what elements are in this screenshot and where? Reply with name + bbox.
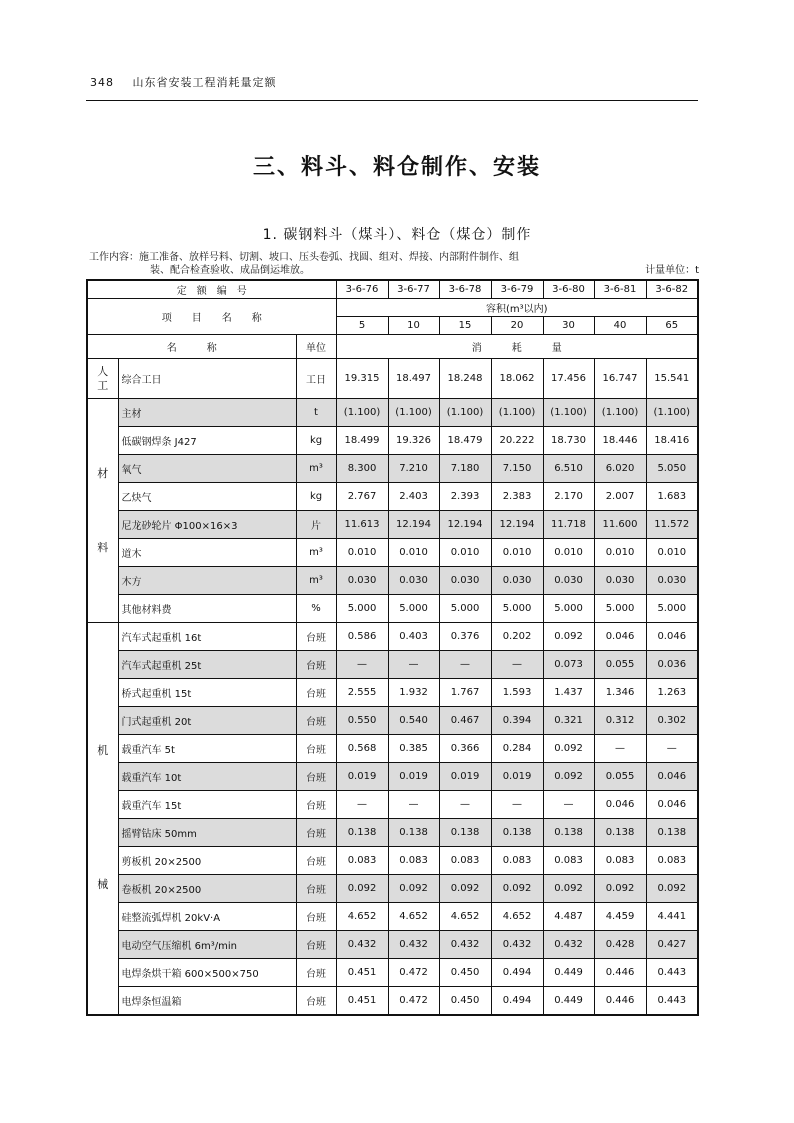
consumption-value: 18.248: [439, 359, 491, 399]
item-unit: 台班: [296, 623, 336, 651]
table-row: [87, 455, 698, 483]
consumption-value: 0.586: [336, 623, 388, 651]
consumption-value: —: [491, 791, 543, 819]
item-name: 桥式起重机 15t: [118, 679, 296, 707]
quota-code: 3-6-76: [336, 280, 388, 299]
consumption-value: 0.030: [439, 567, 491, 595]
consumption-value: 0.046: [646, 763, 698, 791]
table-row: [87, 987, 698, 1015]
consumption-value: 0.568: [336, 735, 388, 763]
table-row: [87, 511, 698, 539]
consumption-value: (1.100): [336, 399, 388, 427]
item-unit: 台班: [296, 679, 336, 707]
consumption-value: 5.000: [543, 595, 594, 623]
capacity-value: 40: [594, 317, 646, 335]
consumption-value: 2.007: [594, 483, 646, 511]
quota-table: [86, 279, 699, 1016]
consumption-value: 18.446: [594, 427, 646, 455]
consumption-value: 4.652: [439, 903, 491, 931]
consumption-value: 18.497: [388, 359, 439, 399]
code-label: 定 额 编 号: [87, 280, 336, 299]
consumption-value: 5.000: [439, 595, 491, 623]
item-unit: 台班: [296, 735, 336, 763]
consumption-label: 消 耗 量: [336, 335, 698, 359]
consumption-value: 2.383: [491, 483, 543, 511]
consumption-value: 0.019: [491, 763, 543, 791]
item-unit: m³: [296, 455, 336, 483]
consumption-value: 18.062: [491, 359, 543, 399]
consumption-value: 0.030: [646, 567, 698, 595]
item-name: 载重汽车 15t: [118, 791, 296, 819]
consumption-value: 0.055: [594, 763, 646, 791]
consumption-value: 0.092: [543, 623, 594, 651]
item-name: 卷板机 20×2500: [118, 875, 296, 903]
consumption-value: 0.550: [336, 707, 388, 735]
consumption-value: 0.494: [491, 959, 543, 987]
item-name: 道木: [118, 539, 296, 567]
item-unit: 台班: [296, 875, 336, 903]
consumption-value: 0.010: [594, 539, 646, 567]
item-name: 门式起重机 20t: [118, 707, 296, 735]
capacity-value: 20: [491, 317, 543, 335]
quota-code: 3-6-78: [439, 280, 491, 299]
consumption-value: 0.092: [646, 875, 698, 903]
table-row: [87, 903, 698, 931]
item-unit: 台班: [296, 651, 336, 679]
consumption-value: 0.083: [594, 847, 646, 875]
consumption-value: 2.767: [336, 483, 388, 511]
item-name: 综合工日: [118, 359, 296, 399]
item-name: 木方: [118, 567, 296, 595]
consumption-value: 0.449: [543, 987, 594, 1015]
consumption-value: 0.446: [594, 959, 646, 987]
consumption-value: 0.010: [646, 539, 698, 567]
item-unit: 台班: [296, 707, 336, 735]
consumption-value: 0.385: [388, 735, 439, 763]
consumption-value: 0.010: [388, 539, 439, 567]
capacity-value: 10: [388, 317, 439, 335]
consumption-value: 0.073: [543, 651, 594, 679]
consumption-value: 11.718: [543, 511, 594, 539]
item-name: 尼龙砂轮片 Φ100×16×3: [118, 511, 296, 539]
consumption-value: 0.036: [646, 651, 698, 679]
consumption-value: 7.180: [439, 455, 491, 483]
category-labor: 人工: [87, 359, 118, 399]
consumption-value: 1.593: [491, 679, 543, 707]
item-unit: 台班: [296, 987, 336, 1015]
consumption-value: 0.432: [336, 931, 388, 959]
consumption-value: 0.472: [388, 959, 439, 987]
consumption-value: 0.092: [439, 875, 491, 903]
item-unit: m³: [296, 567, 336, 595]
consumption-value: (1.100): [491, 399, 543, 427]
category-material: [87, 399, 118, 623]
consumption-value: —: [491, 651, 543, 679]
consumption-value: 0.494: [491, 987, 543, 1015]
consumption-value: 0.010: [439, 539, 491, 567]
consumption-value: —: [439, 791, 491, 819]
consumption-value: 15.541: [646, 359, 698, 399]
subsection-title: 1. 碳钢料斗（煤斗）、料仓（煤仓）制作: [262, 227, 532, 243]
consumption-value: 0.092: [543, 763, 594, 791]
consumption-value: 2.403: [388, 483, 439, 511]
consumption-value: 4.652: [491, 903, 543, 931]
item-unit: m³: [296, 539, 336, 567]
work-content-line2: 装、配合检查验收、成品倒运堆放。: [150, 265, 310, 276]
category-machine-1: 机: [97, 744, 109, 758]
capacity-label: 容积(m³以内): [336, 299, 698, 317]
table-row: [87, 595, 698, 623]
measurement-unit: 计量单位：t: [645, 265, 699, 276]
consumption-value: 0.019: [439, 763, 491, 791]
capacity-label-row: [87, 299, 698, 317]
item-unit: kg: [296, 483, 336, 511]
consumption-value: 2.170: [543, 483, 594, 511]
consumption-value: 0.010: [491, 539, 543, 567]
consumption-value: (1.100): [439, 399, 491, 427]
consumption-value: 18.479: [439, 427, 491, 455]
consumption-value: (1.100): [388, 399, 439, 427]
consumption-value: 18.730: [543, 427, 594, 455]
item-unit: 台班: [296, 791, 336, 819]
consumption-value: 0.376: [439, 623, 491, 651]
consumption-value: 7.150: [491, 455, 543, 483]
name-label: 名 称: [87, 335, 296, 359]
quota-code: 3-6-77: [388, 280, 439, 299]
consumption-value: —: [336, 791, 388, 819]
item-name: 载重汽车 10t: [118, 763, 296, 791]
consumption-value: 6.020: [594, 455, 646, 483]
consumption-value: 8.300: [336, 455, 388, 483]
consumption-value: —: [543, 791, 594, 819]
table-row: [87, 427, 698, 455]
item-unit: 台班: [296, 763, 336, 791]
consumption-value: 18.416: [646, 427, 698, 455]
table-row: [87, 763, 698, 791]
consumption-value: 0.030: [491, 567, 543, 595]
quota-code: 3-6-80: [543, 280, 594, 299]
consumption-value: 0.092: [543, 735, 594, 763]
consumption-value: 0.312: [594, 707, 646, 735]
consumption-value: 0.443: [646, 959, 698, 987]
consumption-value: 0.092: [543, 875, 594, 903]
consumption-value: —: [388, 651, 439, 679]
unit-label: 单位: [296, 335, 336, 359]
consumption-value: 0.540: [388, 707, 439, 735]
category-material-1: 材: [97, 466, 109, 480]
consumption-value: 1.263: [646, 679, 698, 707]
category-material-2: 料: [97, 540, 109, 554]
consumption-value: 0.030: [543, 567, 594, 595]
consumption-value: 0.302: [646, 707, 698, 735]
table-row: [87, 847, 698, 875]
consumption-value: 0.083: [491, 847, 543, 875]
consumption-value: 2.393: [439, 483, 491, 511]
item-name: 摇臂钻床 50mm: [118, 819, 296, 847]
page-number: 348: [90, 76, 114, 89]
item-name: 乙炔气: [118, 483, 296, 511]
consumption-value: 0.083: [439, 847, 491, 875]
table-row: [87, 539, 698, 567]
consumption-value: 0.046: [594, 791, 646, 819]
consumption-value: 0.083: [543, 847, 594, 875]
table-row: [87, 567, 698, 595]
category-machine-2: 械: [97, 878, 109, 892]
consumption-value: 19.326: [388, 427, 439, 455]
consumption-value: 20.222: [491, 427, 543, 455]
consumption-value: 0.019: [336, 763, 388, 791]
consumption-value: 0.284: [491, 735, 543, 763]
work-content-line1: 工作内容：施工准备、放样号料、切割、坡口、压头卷弧、找圆、组对、焊接、内部附件制作、组: [89, 252, 519, 263]
consumption-value: 0.083: [646, 847, 698, 875]
consumption-value: 0.449: [543, 959, 594, 987]
consumption-value: 0.394: [491, 707, 543, 735]
consumption-value: 0.138: [491, 819, 543, 847]
consumption-value: 0.010: [543, 539, 594, 567]
page-header: [90, 74, 277, 90]
consumption-value: 4.652: [388, 903, 439, 931]
header-rule: [86, 100, 698, 101]
consumption-value: 11.572: [646, 511, 698, 539]
quota-code: 3-6-82: [646, 280, 698, 299]
consumption-value: 0.446: [594, 987, 646, 1015]
consumption-value: 0.055: [594, 651, 646, 679]
capacity-value: 65: [646, 317, 698, 335]
consumption-value: 0.403: [388, 623, 439, 651]
category-machine: [87, 623, 118, 1015]
consumption-value: 0.432: [439, 931, 491, 959]
item-name: 电焊条恒温箱: [118, 987, 296, 1015]
consumption-value: 0.030: [336, 567, 388, 595]
consumption-value: 0.030: [594, 567, 646, 595]
consumption-value: 0.443: [646, 987, 698, 1015]
item-name: 氧气: [118, 455, 296, 483]
item-unit: 工日: [296, 359, 336, 399]
item-unit: 台班: [296, 819, 336, 847]
consumption-value: 1.683: [646, 483, 698, 511]
consumption-value: 0.432: [543, 931, 594, 959]
consumption-value: 1.437: [543, 679, 594, 707]
consumption-value: (1.100): [594, 399, 646, 427]
consumption-value: 0.432: [491, 931, 543, 959]
item-name: 硅整流弧焊机 20kV·A: [118, 903, 296, 931]
consumption-value: 5.000: [336, 595, 388, 623]
section-title: 三、料斗、料仓制作、安装: [252, 155, 541, 180]
consumption-value: 12.194: [439, 511, 491, 539]
item-name: 汽车式起重机 25t: [118, 651, 296, 679]
consumption-value: 0.092: [336, 875, 388, 903]
consumption-value: 17.456: [543, 359, 594, 399]
consumption-value: 0.427: [646, 931, 698, 959]
item-name: 载重汽车 5t: [118, 735, 296, 763]
item-name: 电动空气压缩机 6m³/min: [118, 931, 296, 959]
table-row: [87, 819, 698, 847]
consumption-value: —: [439, 651, 491, 679]
item-name: 电焊条烘干箱 600×500×750: [118, 959, 296, 987]
consumption-value: 0.083: [388, 847, 439, 875]
book-title: 山东省安装工程消耗量定额: [132, 76, 277, 89]
consumption-value: 1.346: [594, 679, 646, 707]
table-row: [87, 679, 698, 707]
consumption-value: (1.100): [646, 399, 698, 427]
consumption-value: 0.092: [491, 875, 543, 903]
consumption-value: 4.441: [646, 903, 698, 931]
consumption-value: 2.555: [336, 679, 388, 707]
consumption-value: 0.450: [439, 987, 491, 1015]
item-name: 剪板机 20×2500: [118, 847, 296, 875]
consumption-value: 11.613: [336, 511, 388, 539]
consumption-value: 0.019: [388, 763, 439, 791]
consumption-value: 0.138: [594, 819, 646, 847]
item-unit: 片: [296, 511, 336, 539]
work-content: [89, 251, 699, 277]
table-row: [87, 483, 698, 511]
consumption-value: 0.092: [594, 875, 646, 903]
item-unit: kg: [296, 427, 336, 455]
consumption-value: (1.100): [543, 399, 594, 427]
consumption-value: 5.000: [594, 595, 646, 623]
consumption-value: 0.202: [491, 623, 543, 651]
consumption-value: 5.000: [491, 595, 543, 623]
capacity-value: 30: [543, 317, 594, 335]
consumption-value: 0.366: [439, 735, 491, 763]
consumption-value: 0.083: [336, 847, 388, 875]
consumption-value: —: [336, 651, 388, 679]
consumption-value: 0.432: [388, 931, 439, 959]
consumption-value: 0.467: [439, 707, 491, 735]
consumption-value: 0.472: [388, 987, 439, 1015]
consumption-value: 0.450: [439, 959, 491, 987]
consumption-value: 0.030: [388, 567, 439, 595]
consumption-value: 4.459: [594, 903, 646, 931]
consumption-value: 1.767: [439, 679, 491, 707]
consumption-value: 11.600: [594, 511, 646, 539]
consumption-value: 16.747: [594, 359, 646, 399]
consumption-value: 0.451: [336, 987, 388, 1015]
table-row: [87, 875, 698, 903]
consumption-value: 0.138: [543, 819, 594, 847]
item-name: 低碳钢焊条 J427: [118, 427, 296, 455]
consumption-value: 0.451: [336, 959, 388, 987]
consumption-value: 0.428: [594, 931, 646, 959]
consumption-value: 5.000: [646, 595, 698, 623]
consumption-value: 1.932: [388, 679, 439, 707]
quota-code: 3-6-81: [594, 280, 646, 299]
capacity-value: 15: [439, 317, 491, 335]
consumption-value: 0.046: [594, 623, 646, 651]
consumption-value: 19.315: [336, 359, 388, 399]
consumption-value: 4.652: [336, 903, 388, 931]
table-row: [87, 791, 698, 819]
item-unit: 台班: [296, 959, 336, 987]
consumption-value: 12.194: [388, 511, 439, 539]
consumption-value: 7.210: [388, 455, 439, 483]
consumption-value: 12.194: [491, 511, 543, 539]
item-name: 其他材料费: [118, 595, 296, 623]
item-name: 汽车式起重机 16t: [118, 623, 296, 651]
consumption-value: 18.499: [336, 427, 388, 455]
consumption-value: 0.092: [388, 875, 439, 903]
table-row: [87, 623, 698, 651]
table-row: [87, 399, 698, 427]
item-unit: 台班: [296, 847, 336, 875]
name-header-row: [87, 335, 698, 359]
consumption-value: 0.138: [646, 819, 698, 847]
item-name: 主材: [118, 399, 296, 427]
capacity-value: 5: [336, 317, 388, 335]
table-row: [87, 651, 698, 679]
consumption-value: 0.321: [543, 707, 594, 735]
item-unit: 台班: [296, 903, 336, 931]
consumption-value: 0.138: [336, 819, 388, 847]
consumption-value: —: [388, 791, 439, 819]
consumption-value: 0.138: [439, 819, 491, 847]
table-row: [87, 359, 698, 399]
consumption-value: 0.138: [388, 819, 439, 847]
consumption-value: 0.046: [646, 791, 698, 819]
consumption-value: —: [646, 735, 698, 763]
table-row: [87, 959, 698, 987]
quota-code: 3-6-79: [491, 280, 543, 299]
item-label: 项 目 名 称: [87, 299, 336, 335]
item-unit: %: [296, 595, 336, 623]
consumption-value: 0.046: [646, 623, 698, 651]
table-row: [87, 707, 698, 735]
table-row: [87, 931, 698, 959]
item-unit: 台班: [296, 931, 336, 959]
consumption-value: 4.487: [543, 903, 594, 931]
table-row: [87, 735, 698, 763]
consumption-value: 5.000: [388, 595, 439, 623]
consumption-value: 6.510: [543, 455, 594, 483]
consumption-value: 5.050: [646, 455, 698, 483]
consumption-value: —: [594, 735, 646, 763]
item-unit: t: [296, 399, 336, 427]
consumption-value: 0.010: [336, 539, 388, 567]
code-row: [87, 280, 698, 299]
